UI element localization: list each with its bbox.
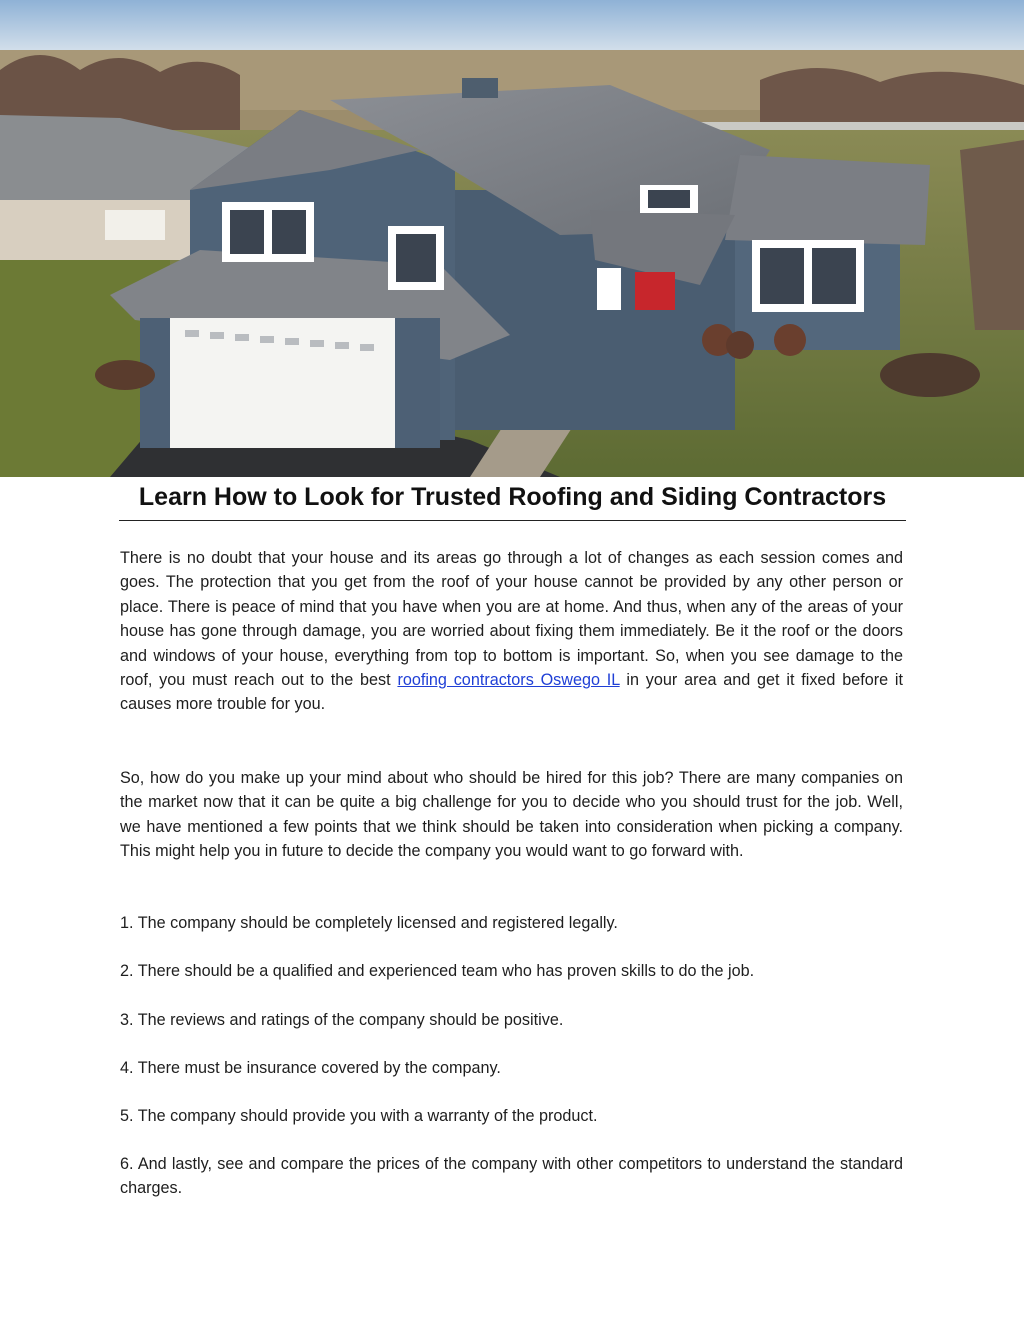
list-item: 3. The reviews and ratings of the company should be positive. (120, 1011, 564, 1029)
list-item: 1. The company should be completely licensed and registered legally. (120, 914, 618, 932)
roofing-contractors-link[interactable]: roofing contractors Oswego IL (397, 671, 620, 690)
list-item: 6. And lastly, see and compare the prices of the company with other competitors to understand the standard charges. (120, 1155, 903, 1198)
list-item: 4. There must be insurance covered by the company. (120, 1059, 501, 1077)
intro-paragraph (120, 546, 903, 717)
list-item: 5. The company should provide you with a warranty of the product. (120, 1107, 598, 1125)
intro-text-after-link: in your area and get it fixed before it causes more trouble for you. (120, 671, 903, 714)
page-title: Learn How to Look for Trusted Roofing and Siding Contractors (119, 478, 906, 521)
hero-photo-house (0, 0, 1024, 477)
second-paragraph: So, how do you make up your mind about who should be hired for this job? There are many companies on the market now that it can be quite a big challenge for you to decide who you should trust for the job. Well, we have mentioned a few points that we think should be taken into consideration when picking a company. This might help you in future to decide the company you would want to go forward with. (120, 769, 903, 861)
intro-text-before-link: There is no doubt that your house and its areas go through a lot of changes as each session comes and goes. The protection that you get from the roof of your house cannot be provided by any other person or place. There is peace of mind that you have when you are at home. And thus, when any of the areas of your house has gone through damage, you are worried about fixing them immediately. Be it the roof or the doors and windows of your house, everything from top to bottom is important. So, when you see damage to the roof, you must reach out to the best (120, 549, 903, 690)
list-item: 2. There should be a qualified and experienced team who has proven skills to do the job. (120, 962, 755, 980)
